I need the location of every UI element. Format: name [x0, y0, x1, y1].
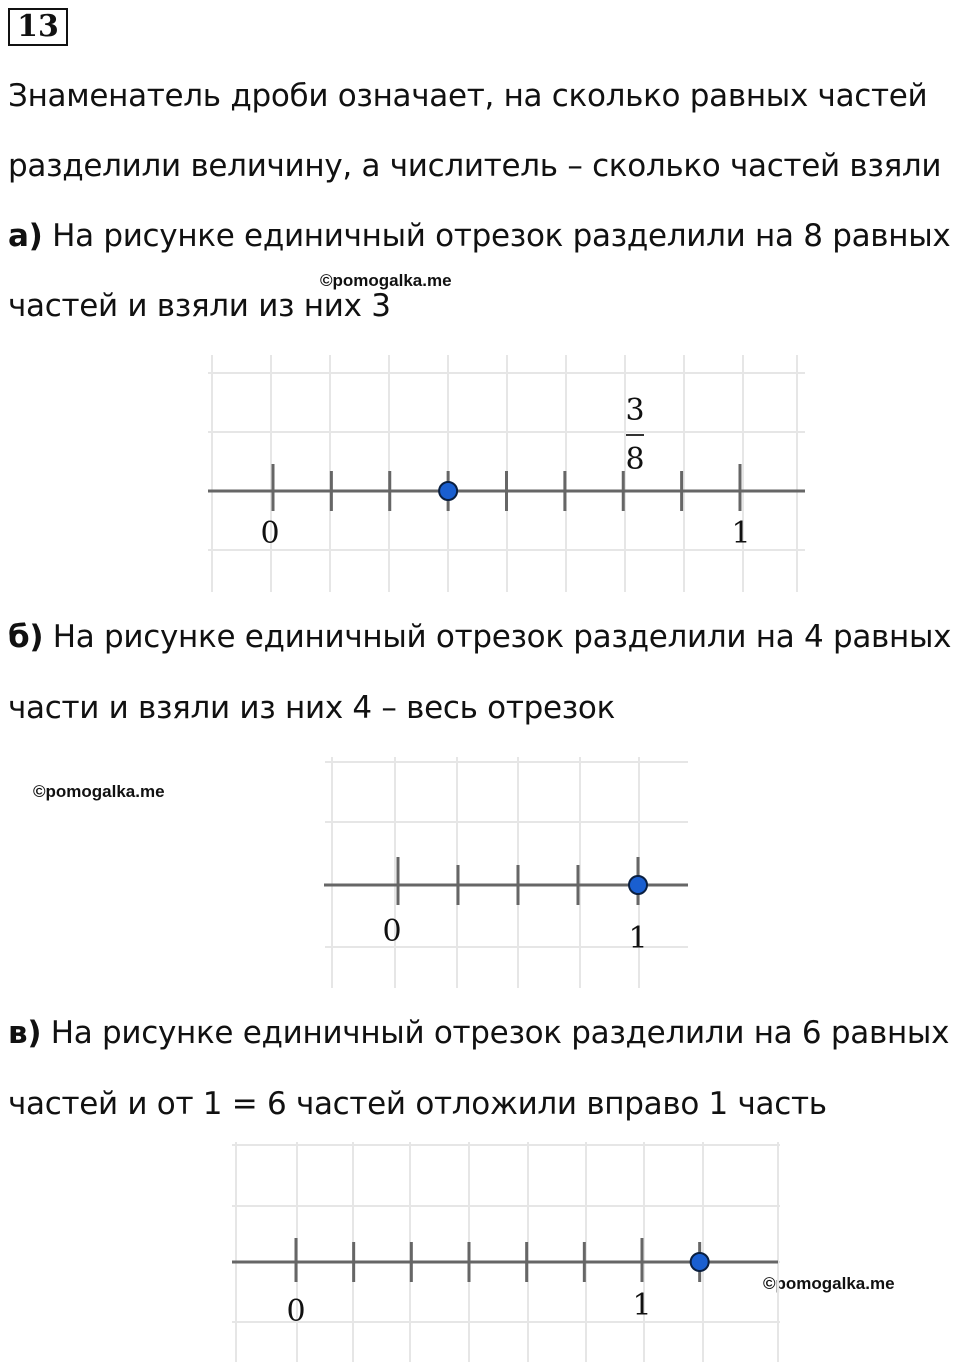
number-line-b [320, 752, 692, 988]
part-c-line-1 [8, 1015, 949, 1051]
part-b-text-1: На рисунке единичный отрезок разделили на 4 равных [52, 619, 952, 655]
fraction-denominator: 8 [625, 442, 645, 477]
intro-line-2: разделили величину, а числитель – сколько частей взяли [8, 148, 942, 184]
part-c-line-2: частей и от 1 = 6 частей отложили вправо 1 часть [8, 1086, 827, 1122]
intro-line-1: Знаменатель дроби означает, на сколько равных частей [8, 78, 928, 114]
tick-label-one: 1 [628, 921, 648, 956]
watermark: ©pomogalka.me [320, 271, 452, 290]
number-line-a [200, 350, 812, 592]
tick-label-zero: 0 [286, 1294, 306, 1329]
grid [232, 1142, 780, 1362]
number-line-c [228, 1140, 784, 1362]
part-b-label: б) [8, 619, 44, 655]
tick-label-one: 1 [632, 1288, 652, 1323]
part-a-label: а) [8, 218, 43, 254]
part-b-line-2: части и взяли из них 4 – весь отрезок [8, 690, 616, 726]
watermark: ©pomogalka.me [763, 1274, 895, 1293]
point-marker [629, 876, 647, 894]
part-c-label: в) [8, 1015, 42, 1051]
part-a-line-2: частей и взяли из них 3 [8, 288, 391, 324]
part-b-line-1 [8, 619, 951, 655]
point-marker [691, 1253, 709, 1271]
point-marker [439, 482, 457, 500]
tick-label-zero: 0 [260, 516, 280, 551]
tick-label-one: 1 [731, 516, 751, 551]
part-a-text-1: На рисунке единичный отрезок разделили на 8 равных [52, 218, 951, 254]
watermark: ©pomogalka.me [33, 782, 165, 801]
part-c-text-1: На рисунке единичный отрезок разделили на 6 равных [50, 1015, 950, 1051]
tick-label-zero: 0 [382, 914, 402, 949]
problem-number: 13 [8, 8, 68, 46]
part-a-line-1 [8, 218, 950, 254]
fraction-numerator: 3 [625, 393, 645, 428]
